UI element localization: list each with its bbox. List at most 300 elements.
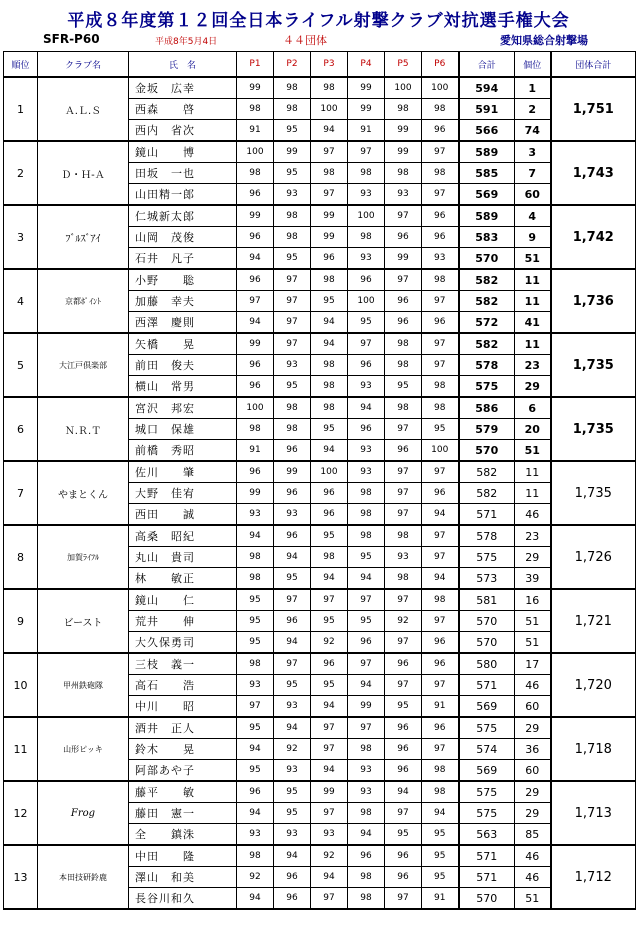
shooter-name: 鈴木 晃: [129, 739, 237, 760]
series-score: 100: [237, 397, 274, 419]
series-score: 93: [274, 504, 311, 526]
shooter-name: 荒井 伸: [129, 611, 237, 632]
shooter-total: 581: [459, 589, 515, 611]
series-score: 95: [274, 803, 311, 824]
shooter-name: 大久保勇司: [129, 632, 237, 654]
shooter-name: 西森 啓: [129, 99, 237, 120]
series-score: 96: [422, 483, 459, 504]
series-score: 96: [274, 525, 311, 547]
series-score: 95: [237, 632, 274, 654]
team-rank: 3: [4, 205, 38, 269]
club-name: 山形ピッキ: [38, 717, 129, 781]
club-name: ﾌﾞﾙｽﾞｱｲ: [38, 205, 129, 269]
series-score: 96: [274, 483, 311, 504]
series-score: 98: [274, 77, 311, 99]
series-score: 96: [311, 504, 348, 526]
series-score: 98: [422, 397, 459, 419]
individual-place: 3: [515, 141, 551, 163]
series-score: 95: [385, 376, 422, 398]
shooter-name: 長谷川和久: [129, 888, 237, 910]
shooter-total: 578: [459, 525, 515, 547]
series-score: 99: [274, 461, 311, 483]
team-total: 1,736: [551, 269, 636, 333]
series-score: 99: [348, 696, 385, 718]
shooter-total: 575: [459, 717, 515, 739]
series-score: 94: [422, 504, 459, 526]
series-score: 96: [348, 845, 385, 867]
shooter-total: 571: [459, 845, 515, 867]
team-total: 1,726: [551, 525, 636, 589]
series-score: 96: [237, 269, 274, 291]
shooter-name: 中川 昭: [129, 696, 237, 718]
series-score: 97: [422, 184, 459, 206]
individual-place: 11: [515, 269, 551, 291]
series-score: 98: [237, 568, 274, 590]
series-score: 95: [237, 760, 274, 782]
series-score: 100: [385, 77, 422, 99]
table-row: [4, 461, 636, 483]
series-score: 98: [311, 376, 348, 398]
series-score: 96: [348, 269, 385, 291]
series-score: 95: [274, 248, 311, 270]
series-score: 94: [311, 312, 348, 334]
team-total: 1,751: [551, 77, 636, 141]
series-score: 98: [422, 781, 459, 803]
series-score: 98: [274, 205, 311, 227]
shooter-total: 570: [459, 440, 515, 462]
series-score: 95: [274, 781, 311, 803]
event-code: SFR-P60: [43, 32, 100, 46]
series-score: 97: [422, 675, 459, 696]
series-score: 95: [311, 291, 348, 312]
individual-place: 51: [515, 611, 551, 632]
shooter-name: 大野 佳宥: [129, 483, 237, 504]
series-score: 94: [311, 440, 348, 462]
series-score: 94: [311, 568, 348, 590]
col-rank: 順位: [4, 52, 38, 78]
series-score: 96: [348, 419, 385, 440]
series-score: 96: [237, 781, 274, 803]
series-score: 94: [274, 632, 311, 654]
individual-place: 46: [515, 867, 551, 888]
shooter-name: 藤平 敏: [129, 781, 237, 803]
series-score: 95: [422, 867, 459, 888]
col-club: クラブ名: [38, 52, 129, 78]
series-score: 98: [274, 419, 311, 440]
individual-place: 11: [515, 333, 551, 355]
team-total: 1,712: [551, 845, 636, 909]
series-score: 98: [348, 739, 385, 760]
series-score: 91: [348, 120, 385, 142]
series-score: 96: [385, 739, 422, 760]
series-score: 98: [348, 867, 385, 888]
club-name: 大江戸倶楽部: [38, 333, 129, 397]
individual-place: 11: [515, 291, 551, 312]
team-total: 1,742: [551, 205, 636, 269]
shooter-total: 575: [459, 376, 515, 398]
series-score: 96: [237, 355, 274, 376]
club-name: 加賀ﾗｲﾌﾙ: [38, 525, 129, 589]
shooter-name: 田坂 一也: [129, 163, 237, 184]
series-score: 94: [274, 547, 311, 568]
shooter-name: 佐川 肇: [129, 461, 237, 483]
individual-place: 46: [515, 845, 551, 867]
shooter-name: 山田精一郎: [129, 184, 237, 206]
series-score: 93: [385, 547, 422, 568]
col-p3: P3: [311, 52, 348, 78]
team-rank: 13: [4, 845, 38, 909]
series-score: 100: [348, 205, 385, 227]
series-score: 94: [237, 312, 274, 334]
individual-place: 2: [515, 99, 551, 120]
shooter-name: 澤山 和美: [129, 867, 237, 888]
club-name: Ｎ.Ｒ.Ｔ: [38, 397, 129, 461]
shooter-name: 仁城新太郎: [129, 205, 237, 227]
series-score: 96: [385, 653, 422, 675]
team-total: 1,735: [551, 333, 636, 397]
series-score: 94: [348, 824, 385, 846]
team-rank: 5: [4, 333, 38, 397]
series-score: 97: [311, 141, 348, 163]
shooter-name: 宮沢 邦宏: [129, 397, 237, 419]
series-score: 95: [274, 376, 311, 398]
series-score: 97: [348, 653, 385, 675]
shooter-total: 582: [459, 333, 515, 355]
shooter-total: 578: [459, 355, 515, 376]
team-rank: 2: [4, 141, 38, 205]
series-score: 96: [237, 376, 274, 398]
shooter-total: 570: [459, 248, 515, 270]
team-rank: 4: [4, 269, 38, 333]
shooter-total: 575: [459, 803, 515, 824]
individual-place: 74: [515, 120, 551, 142]
shooter-total: 571: [459, 675, 515, 696]
series-score: 98: [237, 547, 274, 568]
individual-place: 9: [515, 227, 551, 248]
shooter-name: 横山 常男: [129, 376, 237, 398]
series-score: 98: [311, 355, 348, 376]
team-total: 1,743: [551, 141, 636, 205]
series-score: 96: [385, 227, 422, 248]
series-score: 92: [311, 632, 348, 654]
series-score: 97: [422, 291, 459, 312]
table-row: [4, 269, 636, 291]
series-score: 98: [348, 525, 385, 547]
series-score: 99: [311, 781, 348, 803]
shooter-name: 三枝 義一: [129, 653, 237, 675]
shooter-total: 571: [459, 504, 515, 526]
series-score: 97: [385, 419, 422, 440]
club-name: ビースト: [38, 589, 129, 653]
series-score: 95: [385, 696, 422, 718]
individual-place: 16: [515, 589, 551, 611]
series-score: 93: [422, 248, 459, 270]
series-score: 97: [422, 141, 459, 163]
series-score: 94: [237, 803, 274, 824]
series-score: 98: [348, 504, 385, 526]
series-score: 100: [311, 99, 348, 120]
club-name: 甲州鉄砲隊: [38, 653, 129, 717]
shooter-name: 山岡 茂俊: [129, 227, 237, 248]
series-score: 97: [274, 312, 311, 334]
individual-place: 39: [515, 568, 551, 590]
series-score: 96: [348, 632, 385, 654]
series-score: 97: [385, 504, 422, 526]
series-score: 98: [237, 99, 274, 120]
series-score: 97: [237, 291, 274, 312]
series-score: 99: [311, 205, 348, 227]
series-score: 99: [348, 77, 385, 99]
team-total: 1,720: [551, 653, 636, 717]
series-score: 96: [385, 291, 422, 312]
series-score: 97: [348, 141, 385, 163]
team-rank: 8: [4, 525, 38, 589]
series-score: 97: [385, 461, 422, 483]
series-score: 98: [385, 355, 422, 376]
series-score: 94: [311, 867, 348, 888]
series-score: 99: [237, 333, 274, 355]
series-score: 95: [274, 568, 311, 590]
col-total: 合計: [459, 52, 515, 78]
series-score: 97: [385, 632, 422, 654]
shooter-name: 酒井 正人: [129, 717, 237, 739]
club-name: Ａ.Ｌ.Ｓ: [38, 77, 129, 141]
series-score: 98: [274, 99, 311, 120]
series-score: 99: [274, 141, 311, 163]
series-score: 95: [237, 589, 274, 611]
individual-place: 4: [515, 205, 551, 227]
individual-place: 60: [515, 760, 551, 782]
series-score: 97: [311, 717, 348, 739]
results-body: [4, 77, 636, 909]
series-score: 96: [311, 653, 348, 675]
series-score: 96: [237, 461, 274, 483]
individual-place: 36: [515, 739, 551, 760]
series-score: 96: [385, 717, 422, 739]
shooter-total: 583: [459, 227, 515, 248]
individual-place: 29: [515, 717, 551, 739]
series-score: 94: [311, 120, 348, 142]
individual-place: 46: [515, 675, 551, 696]
series-score: 94: [311, 760, 348, 782]
series-score: 94: [348, 397, 385, 419]
series-score: 97: [348, 589, 385, 611]
team-total: 1,718: [551, 717, 636, 781]
series-score: 95: [274, 120, 311, 142]
individual-place: 1: [515, 77, 551, 99]
shooter-total: 570: [459, 611, 515, 632]
series-score: 95: [311, 675, 348, 696]
series-score: 95: [311, 525, 348, 547]
col-p4: P4: [348, 52, 385, 78]
series-score: 94: [422, 568, 459, 590]
shooter-total: 582: [459, 483, 515, 504]
series-score: 96: [237, 227, 274, 248]
shooter-total: 572: [459, 312, 515, 334]
club-name: やまとくん: [38, 461, 129, 525]
shooter-total: 575: [459, 781, 515, 803]
series-score: 99: [237, 77, 274, 99]
team-rank: 6: [4, 397, 38, 461]
individual-place: 51: [515, 632, 551, 654]
shooter-total: 574: [459, 739, 515, 760]
series-score: 97: [385, 675, 422, 696]
individual-place: 51: [515, 888, 551, 910]
series-score: 98: [237, 163, 274, 184]
table-row: [4, 781, 636, 803]
series-score: 93: [348, 781, 385, 803]
team-count: ４４団体: [283, 34, 327, 47]
col-p2: P2: [274, 52, 311, 78]
series-score: 91: [422, 696, 459, 718]
team-total: 1,735: [551, 461, 636, 525]
shooter-name: 中田 隆: [129, 845, 237, 867]
series-score: 92: [237, 867, 274, 888]
series-score: 94: [274, 717, 311, 739]
series-score: 93: [274, 696, 311, 718]
shooter-name: 石井 凡子: [129, 248, 237, 270]
series-score: 98: [422, 760, 459, 782]
shooter-name: 西田 誠: [129, 504, 237, 526]
series-score: 93: [348, 376, 385, 398]
series-score: 99: [311, 227, 348, 248]
individual-place: 60: [515, 696, 551, 718]
shooter-name: 鏡山 博: [129, 141, 237, 163]
shooter-name: 西内 省次: [129, 120, 237, 142]
shooter-total: 575: [459, 547, 515, 568]
series-score: 93: [274, 824, 311, 846]
series-score: 95: [311, 611, 348, 632]
series-score: 97: [385, 589, 422, 611]
team-rank: 9: [4, 589, 38, 653]
series-score: 99: [237, 205, 274, 227]
series-score: 98: [422, 99, 459, 120]
table-row: [4, 717, 636, 739]
series-score: 96: [311, 483, 348, 504]
series-score: 97: [274, 333, 311, 355]
club-name: 本田技研鈴鹿: [38, 845, 129, 909]
series-score: 95: [422, 419, 459, 440]
series-score: 100: [422, 77, 459, 99]
series-score: 93: [348, 760, 385, 782]
series-score: 97: [422, 461, 459, 483]
table-row: [4, 525, 636, 547]
series-score: 96: [422, 717, 459, 739]
shooter-total: 570: [459, 888, 515, 910]
series-score: 96: [385, 440, 422, 462]
series-score: 96: [274, 867, 311, 888]
series-score: 97: [311, 888, 348, 910]
series-score: 96: [422, 653, 459, 675]
shooter-total: 563: [459, 824, 515, 846]
series-score: 93: [237, 504, 274, 526]
series-score: 93: [348, 440, 385, 462]
series-score: 95: [274, 163, 311, 184]
series-score: 96: [311, 248, 348, 270]
series-score: 93: [348, 461, 385, 483]
series-score: 96: [422, 227, 459, 248]
shooter-total: 573: [459, 568, 515, 590]
series-score: 100: [237, 141, 274, 163]
team-total: 1,735: [551, 397, 636, 461]
individual-place: 11: [515, 483, 551, 504]
series-score: 96: [274, 440, 311, 462]
table-row: [4, 141, 636, 163]
series-score: 97: [385, 803, 422, 824]
series-score: 97: [311, 739, 348, 760]
individual-place: 23: [515, 355, 551, 376]
table-row: [4, 205, 636, 227]
series-score: 97: [385, 888, 422, 910]
individual-place: 23: [515, 525, 551, 547]
series-score: 95: [385, 824, 422, 846]
col-team-total: 団体合計: [551, 52, 636, 78]
series-score: 97: [274, 269, 311, 291]
series-score: 95: [348, 611, 385, 632]
club-name: Ｄ・Ｈ-Ａ: [38, 141, 129, 205]
table-row: [4, 333, 636, 355]
series-score: 98: [385, 333, 422, 355]
series-score: 98: [237, 419, 274, 440]
series-score: 94: [348, 675, 385, 696]
series-score: 98: [348, 227, 385, 248]
shooter-name: 西澤 慶則: [129, 312, 237, 334]
series-score: 100: [311, 461, 348, 483]
col-name: 氏 名: [129, 52, 237, 78]
col-place: 個位: [515, 52, 551, 78]
shooter-name: 金坂 広幸: [129, 77, 237, 99]
series-score: 98: [385, 163, 422, 184]
series-score: 96: [348, 355, 385, 376]
series-score: 98: [422, 163, 459, 184]
page-title: 平成８年度第１２回全日本ライフル射撃クラブ対抗選手権大会: [67, 11, 570, 31]
series-score: 97: [385, 269, 422, 291]
series-score: 94: [237, 525, 274, 547]
shooter-total: 589: [459, 141, 515, 163]
series-score: 94: [237, 248, 274, 270]
col-p6: P6: [422, 52, 459, 78]
series-score: 97: [348, 333, 385, 355]
shooter-total: 579: [459, 419, 515, 440]
series-score: 91: [237, 120, 274, 142]
shooter-name: 小野 聡: [129, 269, 237, 291]
series-score: 94: [237, 739, 274, 760]
shooter-total: 591: [459, 99, 515, 120]
club-name: Frog: [38, 781, 129, 845]
team-rank: 11: [4, 717, 38, 781]
series-score: 95: [311, 419, 348, 440]
individual-place: 29: [515, 547, 551, 568]
series-score: 98: [311, 397, 348, 419]
series-score: 97: [385, 205, 422, 227]
team-total: 1,713: [551, 781, 636, 845]
shooter-name: 高石 浩: [129, 675, 237, 696]
series-score: 93: [274, 355, 311, 376]
individual-place: 17: [515, 653, 551, 675]
series-score: 98: [348, 483, 385, 504]
series-score: 95: [274, 675, 311, 696]
col-p5: P5: [385, 52, 422, 78]
series-score: 96: [422, 312, 459, 334]
shooter-total: 569: [459, 760, 515, 782]
shooter-name: 阿部あや子: [129, 760, 237, 782]
individual-place: 20: [515, 419, 551, 440]
individual-place: 29: [515, 803, 551, 824]
table-row: [4, 589, 636, 611]
series-score: 95: [237, 717, 274, 739]
series-score: 94: [385, 781, 422, 803]
series-score: 91: [237, 440, 274, 462]
